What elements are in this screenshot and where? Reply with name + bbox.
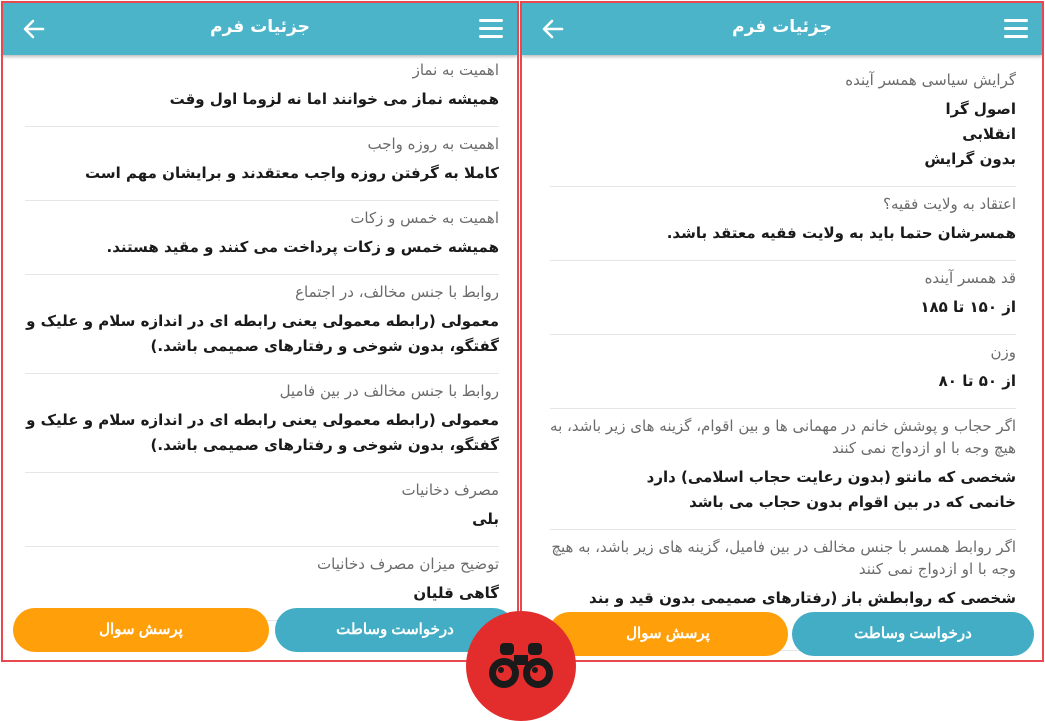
field-value: گاهی قلیان <box>413 584 499 602</box>
field-label: قد همسر آینده <box>924 269 1016 287</box>
action-bar <box>522 612 1042 660</box>
field-value: خانمی که در بین اقوام بدون حجاب می باشد <box>689 493 1016 511</box>
form-details-list[interactable] <box>550 63 1016 660</box>
hamburger-menu-icon[interactable] <box>1004 19 1028 39</box>
field-value: از ۱۵۰ تا ۱۸۵ <box>920 298 1016 316</box>
field-value: انقلابی <box>962 125 1016 143</box>
field-value: همیشه نماز می خوانند اما نه لزوما اول وقت <box>169 90 499 108</box>
field-value: کاملا به گرفتن روزه واجب معتقدند و برایشان مهم است <box>85 164 499 182</box>
field-label: گرایش سیاسی همسر آینده <box>845 71 1016 89</box>
app-header <box>522 3 1042 55</box>
ask-question-button[interactable]: پرسش سوال <box>548 612 788 656</box>
detail-field <box>25 374 499 473</box>
page-title: جزئیات فرم <box>210 17 310 37</box>
field-label: اهمیت به روزه واجب <box>367 135 499 153</box>
field-value: همیشه خمس و زکات پرداخت می کنند و مقید هستند. <box>106 238 499 256</box>
app-header <box>3 3 517 55</box>
field-label: مصرف دخانیات <box>401 481 499 499</box>
form-details-list[interactable] <box>25 53 499 660</box>
right-screen <box>520 1 1044 662</box>
field-label: اعتقاد به ولایت فقیه؟ <box>883 195 1016 213</box>
field-label: اگر روابط همسر با جنس مخالف در بین فامیل، گزینه های زیر باشد، به هیچ وجه با او ازدواج نمی کنند <box>551 538 1016 578</box>
field-label: وزن <box>990 343 1016 361</box>
detail-field <box>25 473 499 547</box>
left-screen <box>1 1 519 662</box>
field-label: توضیح میزان مصرف دخانیات <box>317 555 499 573</box>
binoculars-icon <box>488 641 554 691</box>
field-value: از ۵۰ تا ۸۰ <box>938 372 1016 390</box>
field-label: روابط با جنس مخالف در بین فامیل <box>279 382 499 400</box>
field-value: اصول گرا <box>945 100 1016 118</box>
detail-field <box>550 63 1016 187</box>
field-label: اهمیت به خمس و زکات <box>350 209 499 227</box>
hamburger-menu-icon[interactable] <box>479 19 503 39</box>
detail-field <box>25 127 499 201</box>
field-value: معمولی (رابطه معمولی یعنی رابطه ای در اندازه سلام و علیک و گفتگو، بدون شوخی و رفتارهای صمیمی باشد.) <box>26 411 499 454</box>
mediation-request-button[interactable]: درخواست وساطت <box>275 608 515 652</box>
detail-field <box>550 335 1016 409</box>
field-value: بلی <box>472 510 499 528</box>
field-value: شخصی که مانتو (بدون رعایت حجاب اسلامی) دارد <box>646 468 1016 486</box>
detail-field <box>25 53 499 127</box>
field-value: بدون گرایش <box>924 150 1016 168</box>
field-value: شخصی که روابطش باز (رفتارهای صمیمی بدون قید و بند <box>589 589 1016 607</box>
detail-field <box>25 201 499 275</box>
field-label: روابط با جنس مخالف، در اجتماع <box>295 283 499 301</box>
detail-field <box>550 187 1016 261</box>
page-title: جزئیات فرم <box>732 17 832 37</box>
field-value: همسرشان حتما باید به ولایت فقیه معتقد باشد. <box>666 224 1016 242</box>
detail-field <box>25 275 499 374</box>
field-label: اهمیت به نماز <box>412 61 499 79</box>
binoculars-logo-badge <box>466 611 576 721</box>
field-label: اگر حجاب و پوشش خانم در مهمانی ها و بین اقوام، گزینه های زیر باشد، به هیچ وجه با او ازدواج نمی کنند <box>550 417 1016 457</box>
detail-field <box>550 261 1016 335</box>
mediation-request-button[interactable]: درخواست وساطت <box>792 612 1034 656</box>
ask-question-button[interactable]: پرسش سوال <box>13 608 269 652</box>
action-bar <box>3 608 517 656</box>
field-value: معمولی (رابطه معمولی یعنی رابطه ای در اندازه سلام و علیک و گفتگو، بدون شوخی و رفتارهای صمیمی باشد.) <box>26 312 499 355</box>
detail-field <box>550 409 1016 530</box>
